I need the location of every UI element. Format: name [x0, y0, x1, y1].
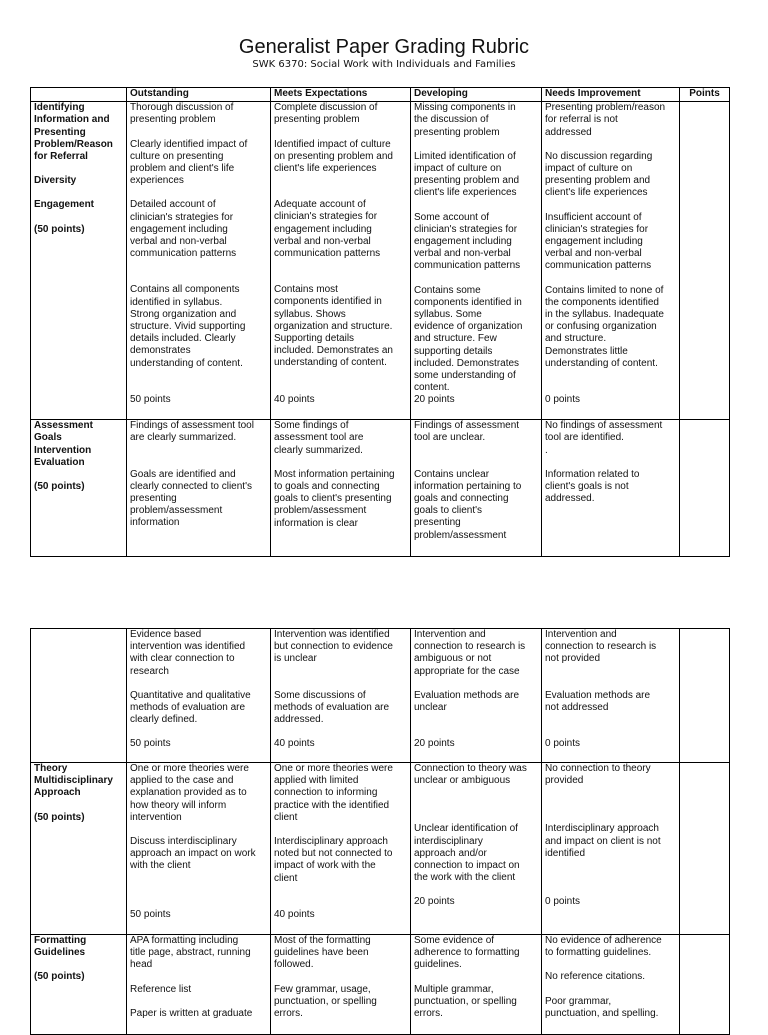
descriptor: One or more theories were applied with limited connection to informing practice with the identified client: [274, 763, 393, 823]
descriptor: No discussion regarding impact of culture on presenting problem and client's life experiences: [545, 150, 653, 199]
points-value: 20 points: [414, 896, 455, 908]
criteria-label: Theory Multidisciplinary Approach: [34, 763, 113, 799]
header-row: [31, 88, 730, 102]
points-value: 0 points: [545, 896, 581, 908]
header-points: Points: [680, 88, 730, 102]
outstanding-cell: [127, 420, 271, 557]
descriptor: Some discussions of methods of evaluation are addressed.: [274, 689, 390, 726]
descriptor: Complete discussion of presenting problem: [274, 102, 378, 126]
descriptor: Most of the formatting guidelines have been followed.: [274, 935, 371, 971]
points-cell: [680, 763, 730, 935]
header-needs-improvement: Needs Improvement: [542, 88, 680, 102]
descriptor: Reference list: [130, 983, 192, 995]
header-criteria: [31, 88, 127, 102]
descriptor: Quantitative and qualitative methods of evaluation are clearly defined.: [130, 689, 251, 726]
points-value: 40 points: [274, 738, 315, 750]
rubric-table-part-2: [30, 628, 730, 1035]
descriptor: One or more theories were applied to the case and explanation provided as to how theory will inform intervention: [130, 763, 249, 823]
descriptor: Contains limited to none of the components identified in the syllabus. Inadequate or confusing organization and structure. Demonstrates little understanding of content.: [545, 284, 664, 369]
descriptor: Some account of clinician's strategies for engagement including verbal and non-verbal communication patterns: [414, 211, 521, 272]
descriptor: Limited identification of impact of culture on presenting problem and client's life experiences: [414, 150, 520, 199]
descriptor: Missing components in the discussion of presenting problem: [414, 102, 516, 138]
descriptor: No evidence of adherence to formatting guidelines.: [545, 935, 662, 959]
table-row: [31, 102, 730, 420]
course-subtitle: SWK 6370: Social Work with Individuals and Families: [252, 59, 516, 70]
meets-cell: [271, 935, 411, 1035]
descriptor: Evaluation methods are unclear: [414, 689, 520, 714]
descriptor: No connection to theory provided: [545, 763, 651, 787]
header-outstanding: Outstanding: [127, 88, 271, 102]
descriptor: Poor grammar, punctuation, and spelling.: [545, 995, 659, 1019]
descriptor: Connection to theory was unclear or ambiguous: [414, 763, 527, 787]
header-developing: Developing: [411, 88, 542, 102]
descriptor: Some evidence of adherence to formatting guidelines.: [414, 935, 520, 971]
descriptor: Intervention was identified but connection to evidence is unclear: [274, 629, 393, 665]
meets-cell: [271, 629, 411, 763]
table-row: [31, 935, 730, 1035]
developing-cell: [411, 763, 542, 935]
needs-improvement-cell: [542, 102, 680, 420]
developing-cell: [411, 935, 542, 1035]
descriptor: Multiple grammar, punctuation, or spelling errors.: [414, 983, 517, 1020]
points-value: 50 points: [130, 908, 171, 920]
points-value: 50 points: [130, 393, 171, 405]
descriptor: No findings of assessment tool are identified. .: [545, 420, 663, 456]
points-value: 50 points: [130, 738, 171, 750]
descriptor: Clearly identified impact of culture on presenting problem and client's life experiences: [130, 138, 248, 187]
needs-improvement-cell: [542, 420, 680, 557]
developing-cell: [411, 102, 542, 420]
descriptor: Intervention and connection to research is not provided: [545, 629, 657, 665]
outstanding-cell: [127, 935, 271, 1035]
criteria-label: Formatting Guidelines: [34, 935, 87, 959]
outstanding-cell: [127, 763, 271, 935]
descriptor: APA formatting including title page, abstract, running head: [130, 935, 251, 971]
criteria-cell: [31, 420, 127, 557]
rubric-table-part-1: [30, 87, 730, 557]
table-row: [31, 763, 730, 935]
criteria-label: Identifying Information and Presenting Problem/Reason for Referral: [34, 102, 113, 163]
descriptor: Few grammar, usage, punctuation, or spelling errors.: [274, 983, 377, 1020]
descriptor: Most information pertaining to goals and connecting goals to client's presenting problem/assessment information is clear: [274, 468, 395, 529]
outstanding-cell: [127, 102, 271, 420]
points-cell: [680, 935, 730, 1035]
descriptor: Evaluation methods are not addressed: [545, 689, 651, 713]
points-value: 20 points: [414, 394, 455, 406]
points-value: 40 points: [274, 393, 315, 405]
descriptor: Evidence based intervention was identified with clear connection to research: [130, 629, 246, 677]
points-cell: [680, 102, 730, 420]
meets-cell: [271, 763, 411, 935]
descriptor: Intervention and connection to research is ambiguous or not appropriate for the case: [414, 629, 526, 677]
descriptor: Interdisciplinary approach and impact on client is not identified: [545, 823, 661, 859]
descriptor: Insufficient account of clinician's strategies for engagement including verbal and non-verbal communication patterns: [545, 211, 652, 272]
points-cell: [680, 629, 730, 763]
descriptor: Contains unclear information pertaining to goals and connecting goals to client's presenting problem/assessment: [414, 468, 522, 541]
points-cell: [680, 420, 730, 557]
descriptor: Findings of assessment tool are unclear.: [414, 420, 520, 444]
criteria-cell: [31, 629, 127, 763]
points-value: 40 points: [274, 908, 315, 920]
criteria-points: (50 points): [34, 223, 85, 235]
needs-improvement-cell: [542, 935, 680, 1035]
criteria-points: (50 points): [34, 481, 85, 493]
meets-cell: [271, 420, 411, 557]
criteria-points: (50 points): [34, 971, 85, 983]
descriptor: Contains all components identified in syllabus. Strong organization and structure. Vivid supporting details included. Clearly demonstrates understanding of content.: [130, 284, 246, 369]
needs-improvement-cell: [542, 629, 680, 763]
criteria-cell: [31, 763, 127, 935]
criteria-label: Engagement: [34, 199, 95, 211]
developing-cell: [411, 420, 542, 557]
criteria-cell: [31, 102, 127, 420]
criteria-cell: [31, 935, 127, 1035]
descriptor: Identified impact of culture on presenting problem and client's life experiences: [274, 138, 393, 175]
descriptor: Detailed account of clinician's strategies for engagement including verbal and non-verbal communication patterns: [130, 199, 237, 260]
criteria-label: Assessment Goals Intervention Evaluation: [34, 420, 93, 468]
header-meets-expectations: Meets Expectations: [271, 88, 411, 102]
page-title: Generalist Paper Grading Rubric: [238, 36, 530, 58]
points-value: 20 points: [414, 738, 455, 750]
descriptor: Discuss interdisciplinary approach an impact on work with the client: [130, 836, 256, 872]
criteria-points: (50 points): [34, 811, 85, 823]
needs-improvement-cell: [542, 763, 680, 935]
descriptor: Paper is written at graduate: [130, 1007, 253, 1019]
table-row: [31, 420, 730, 557]
descriptor: Adequate account of clinician's strategies for engagement including verbal and non-verbal communication patterns: [274, 199, 381, 260]
descriptor: Goals are identified and clearly connected to client's presenting problem/assessment information: [130, 468, 252, 529]
descriptor: Contains most components identified in syllabus. Shows organization and structure. Supporting details included. Demonstrates an understanding of content.: [274, 284, 393, 369]
descriptor: Presenting problem/reason for referral is not addressed: [545, 102, 666, 138]
developing-cell: [411, 629, 542, 763]
descriptor: Thorough discussion of presenting problem: [130, 102, 234, 126]
meets-cell: [271, 102, 411, 420]
descriptor: Interdisciplinary approach noted but not connected to impact of work with the client: [274, 836, 393, 884]
outstanding-cell: [127, 629, 271, 763]
descriptor: Findings of assessment tool are clearly summarized.: [130, 420, 254, 444]
points-value: 0 points: [545, 738, 581, 750]
table-row: [31, 629, 730, 763]
criteria-label: Diversity: [34, 175, 77, 187]
descriptor: Information related to client's goals is not addressed.: [545, 468, 640, 505]
descriptor: Some findings of assessment tool are clearly summarized.: [274, 420, 364, 456]
descriptor: Contains some components identified in syllabus. Some evidence of organization and structure. Few supporting details included. Demonstrates some understanding of content.: [414, 284, 523, 394]
points-value: 0 points: [545, 394, 581, 406]
descriptor: Unclear identification of interdisciplinary approach and/or connection to impact on the work with the client: [414, 823, 520, 884]
descriptor: No reference citations.: [545, 971, 646, 983]
